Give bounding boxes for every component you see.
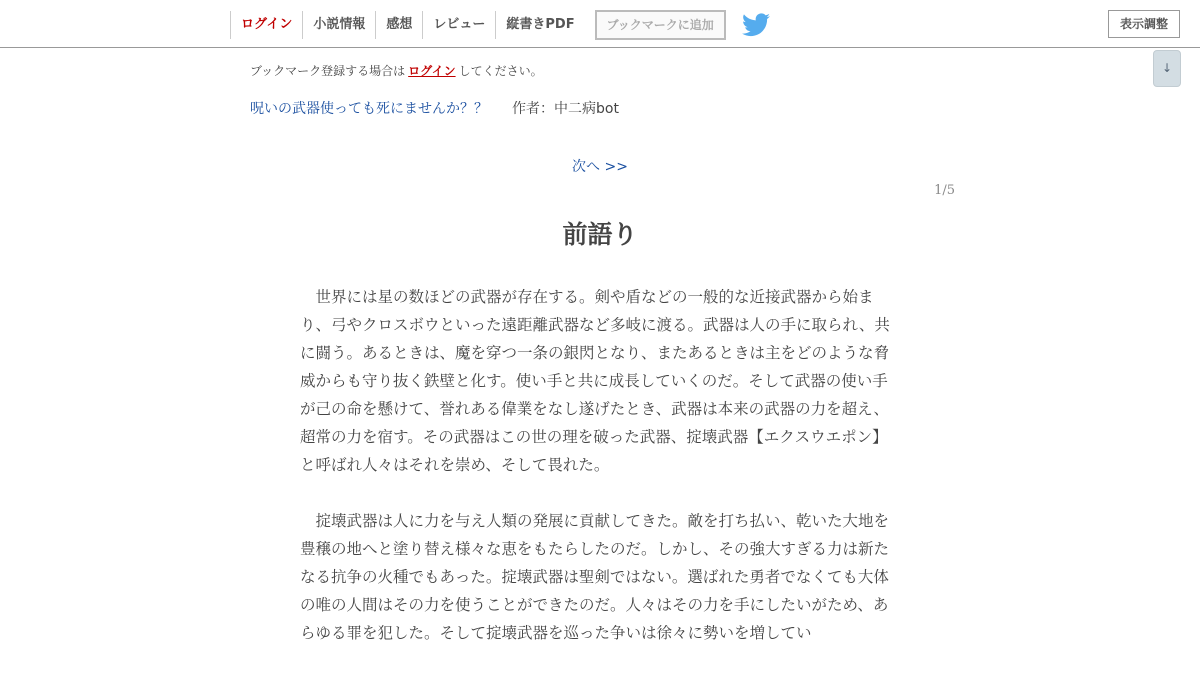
bookmark-notice: [250, 62, 543, 79]
next-page-link-text[interactable]: 次へ >>: [572, 159, 628, 175]
notice-text-before: ブックマーク登録する場合は: [250, 64, 406, 78]
novel-title-link[interactable]: 呪いの武器使っても死にませんか？？: [250, 101, 488, 117]
nav-review[interactable]: レビュー: [422, 11, 495, 39]
nav-bar: [230, 11, 770, 39]
notice-login-link[interactable]: ログイン: [408, 64, 456, 78]
notice-text-after: してください。: [458, 64, 543, 78]
chapter-body: [300, 283, 900, 675]
chapter-paragraph: 掟壊武器は人に力を与え人類の発展に貢献してきた。敵を打ち払い、乾いた大地を豊穣の地へと塗り替え様々な恵をもたらしたのだ。しかし、その強大すぎる力は新たなる抗争の火種でもあった。掟壊武器は聖剣ではない。選ばれた勇者でなくても大体の唯の人間はその力を使うことができたのだ。人々はその力を手にしたいがため、あらゆる罪を犯した。そして掟壊武器を巡った争いは徐々に勢いを増してい: [300, 512, 890, 642]
author-name: 作者：中二病bot: [512, 101, 619, 117]
nav-impressions[interactable]: 感想: [375, 11, 422, 39]
bookmark-add-button[interactable]: ブックマークに追加: [595, 10, 726, 40]
chapter-paragraph: 世界には星の数ほどの武器が存在する。剣や盾などの一般的な近接武器から始まり、弓やクロスボウといった遠距離武器など多岐に渡る。武器は人の手に取られ、共に闘う。あるときは、魔を穿つ一条の銀閃となり、またあるときは主をどのような脅威からも守り抜く鉄壁と化す。使い手と共に成長していくのだ。そして武器の使い手が己の命を懸けて、誉れある偉業をなし遂げたとき、武器は本来の武器の力を超え、超常の力を宿す。その武器はこの世の理を破った武器、掟壊武器【エクスウエポン】と呼ばれ人々はそれを崇め、そして畏れた。: [300, 288, 890, 474]
nav-login[interactable]: ログイン: [230, 11, 302, 39]
top-bar: [0, 0, 1200, 48]
nav-vertical-pdf[interactable]: 縦書きPDF: [495, 11, 584, 39]
page-number: 1/5: [934, 183, 955, 198]
twitter-bird-icon[interactable]: [742, 13, 770, 37]
nav-novel-info[interactable]: 小説情報: [302, 11, 375, 39]
display-settings-button[interactable]: 表示調整: [1108, 10, 1180, 38]
next-page-link: [0, 156, 1200, 176]
scroll-down-button[interactable]: ↓: [1153, 50, 1181, 87]
chapter-title: 前語り: [562, 220, 638, 249]
